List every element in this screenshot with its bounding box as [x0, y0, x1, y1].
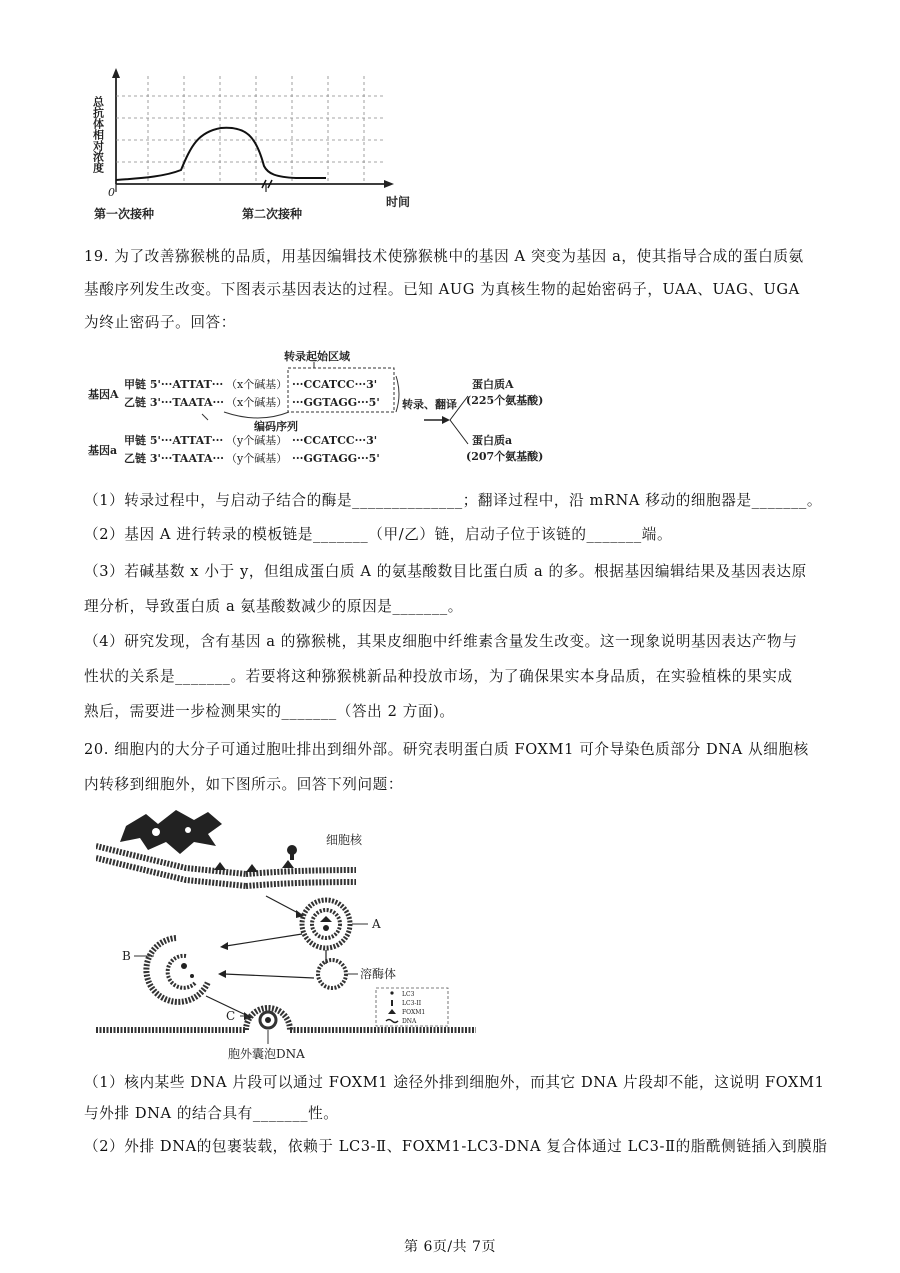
process-label: 转录、翻译 [402, 398, 457, 411]
q19-sub4-line2: 性状的关系是_______。若要将这种猕猴桃新品种投放市场，为了确保果实本身品质，在实验植株的果实成 [84, 668, 793, 685]
proteina-aa: (207个氨基酸) [466, 450, 544, 463]
exo-dna-label: 胞外囊泡DNA [228, 1047, 305, 1061]
q19-sub2: （2）基因 A 进行转录的模板链是_______（甲/乙）链，启动子位于该链的_______端。 [84, 526, 673, 543]
xlabel: 时间 [386, 195, 411, 209]
foxm1-exocytosis-figure [96, 806, 486, 1062]
geneA-x-bases-1: （x个碱基） [226, 378, 288, 391]
proteinA-label: 蛋白质A [472, 378, 514, 391]
region-label: 转录起始区域 [284, 350, 350, 363]
genea-y-bases-2: （y个碱基） [226, 452, 288, 465]
proteina-label: 蛋白质a [472, 434, 513, 447]
page-footer: 第 6页/共 7页 [404, 1239, 496, 1255]
q19-intro-line1: 19. 为了改善猕猴桃的品质，用基因编辑技术使猕猴桃中的基因 A 突变为基因 a，使其指导合成的蛋白质氨 [84, 248, 804, 265]
label-A: A [372, 917, 381, 931]
nucleus-label: 细胞核 [326, 833, 363, 847]
legend-foxm1: FOXM1 [402, 1009, 426, 1016]
q19-sub4-line3: 熟后，需要进一步检测果实的_______（答出 2 方面)。 [84, 703, 455, 720]
q19-sub1: （1）转录过程中，与启动子结合的酶是______________；翻译过程中，沿 mRNA 移动的细胞器是_______。 [84, 492, 823, 509]
geneA-seq2: ···GGTAGG···5' [292, 396, 380, 409]
geneA-strand1: 甲链 5'···ATTAT··· [124, 378, 224, 391]
genea-seq2: ···GGTAGG···5' [292, 452, 380, 465]
q19-intro-line2: 基酸序列发生改变。下图表示基因表达的过程。已知 AUG 为真核生物的起始密码子，UAA、UAG、UGA [84, 281, 800, 298]
genea-label: 基因a [88, 444, 118, 457]
gene-expression-figure [84, 346, 544, 470]
genea-seq1: ···CCATCC···3' [292, 434, 378, 447]
q20-sub1-line2: 与外排 DNA 的结合具有_______性。 [84, 1105, 339, 1122]
genea-strand1: 甲链 5'···ATTAT··· [124, 434, 224, 447]
genea-strand2: 乙链 3'···TAATA··· [124, 452, 224, 465]
q19-intro-line3: 为终止密码子。回答： [84, 314, 236, 331]
q19-sub3-line1: （3）若碱基数 x 小于 y，但组成蛋白质 A 的氨基酸数目比蛋白质 a 的多。根据基因编辑结果及基因表达原 [84, 563, 807, 580]
ylabel-char: 总抗体相对浓度 [91, 96, 105, 173]
geneA-strand2: 乙链 3'···TAATA··· [124, 396, 224, 409]
tick-first-dose: 第一次接种 [94, 207, 155, 221]
q20-sub2-line1: （2）外排 DNA的包裹装载，依赖于 LC3-Ⅱ、FOXM1-LC3-DNA 复合体通过 LC3-Ⅱ的脂酰侧链插入到膜脂 [84, 1138, 828, 1155]
q20-sub1-line1: （1）核内某些 DNA 片段可以通过 FOXM1 途径外排到细胞外，而其它 DNA 片段却不能，这说明 FOXM1 [84, 1074, 825, 1091]
coding-label: 编码序列 [254, 420, 298, 433]
legend-lc3: LC3 [402, 991, 415, 998]
q19-sub3-line2: 理分析，导致蛋白质 a 氨基酸数减少的原因是_______。 [84, 598, 463, 615]
geneA-label: 基因A [88, 388, 119, 401]
antibody-curve-figure [86, 66, 426, 226]
label-C: C [226, 1009, 236, 1023]
label-B: B [122, 949, 131, 963]
legend-dna: DNA [402, 1018, 417, 1025]
q20-intro-line2: 内转移到细胞外，如下图所示。回答下列问题： [84, 776, 404, 793]
origin-label: 0 [108, 186, 115, 199]
q19-sub4-line1: （4）研究发现，含有基因 a 的猕猴桃，其果皮细胞中纤维素含量发生改变。这一现象说明基因表达产物与 [84, 633, 798, 650]
genea-y-bases-1: （y个碱基） [226, 434, 288, 447]
geneA-x-bases-2: （x个碱基） [226, 396, 288, 409]
legend-lc3-ii: LC3-II [402, 1000, 422, 1007]
proteinA-aa: (225个氨基酸) [466, 394, 544, 407]
tick-second-dose: 第二次接种 [242, 207, 303, 221]
geneA-seq1: ···CCATCC···3' [292, 378, 378, 391]
q20-intro-line1: 20. 细胞内的大分子可通过胞吐排出到细外部。研究表明蛋白质 FOXM1 可介导染色质部分 DNA 从细胞核 [84, 741, 809, 758]
lysosome-label: 溶酶体 [360, 967, 397, 981]
